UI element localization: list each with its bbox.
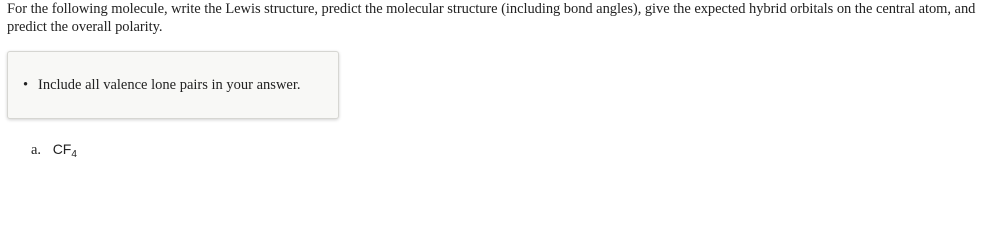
question-part-a <box>31 140 77 159</box>
molecule-formula <box>52 141 77 160</box>
bullet-icon: • <box>23 77 29 93</box>
question-prompt: For the following molecule, write the Lewis structure, predict the molecular structure (including bond angles), give the expected hybrid orbitals on the central atom, and predict the overall polarity. <box>7 1 976 35</box>
instruction-item <box>23 76 301 94</box>
formula-subscript: 4 <box>71 149 77 160</box>
instruction-text: Include all valence lone pairs in your answer. <box>38 77 301 93</box>
instruction-note-box <box>7 51 339 119</box>
instruction-list <box>23 76 301 94</box>
formula-main: CF <box>52 141 72 157</box>
part-label: a. <box>31 142 42 158</box>
